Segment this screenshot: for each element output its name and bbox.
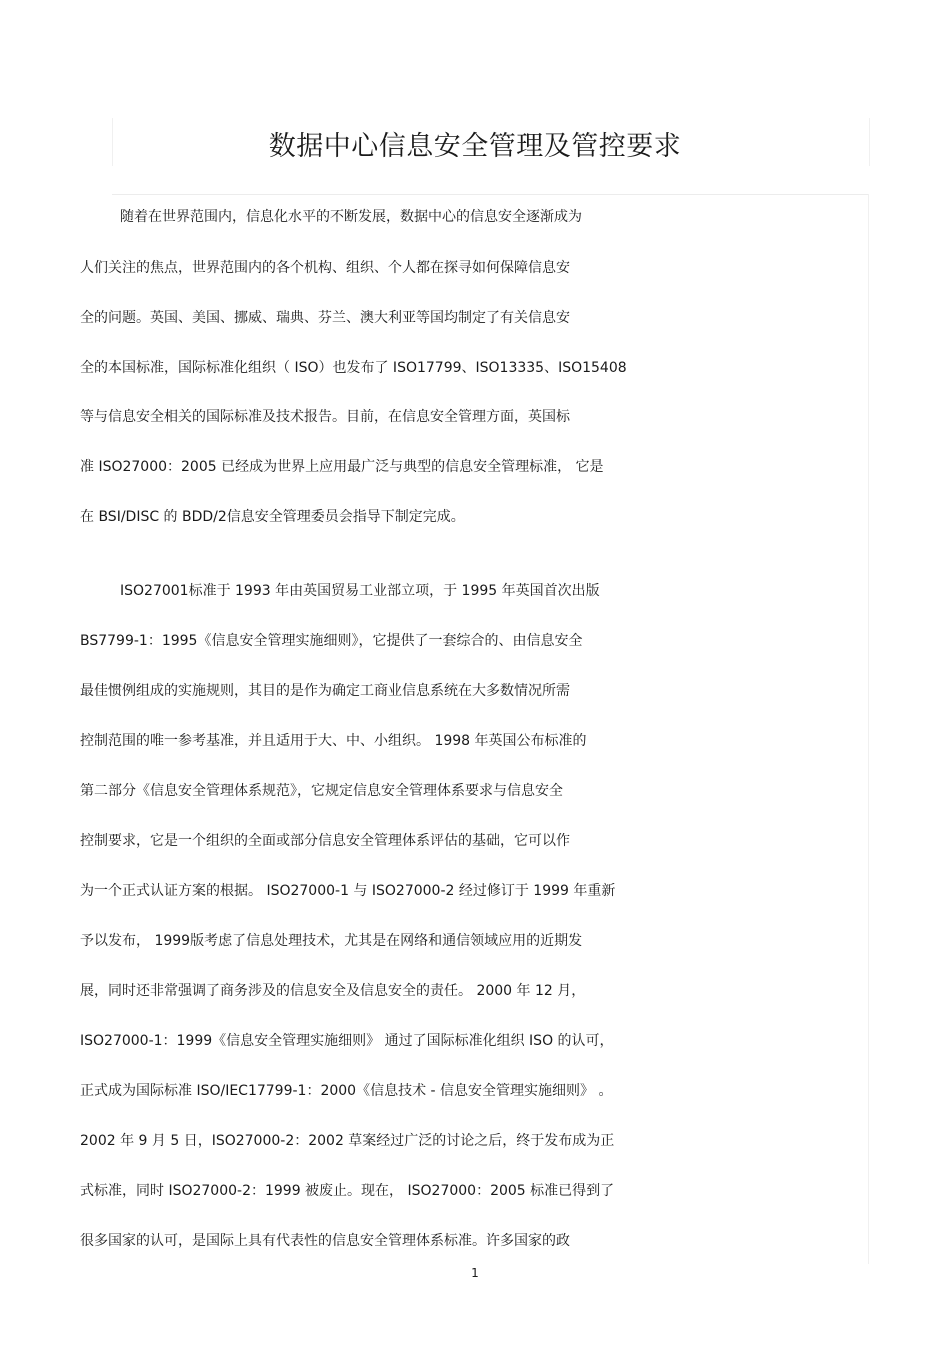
- paragraph-line: 控制范围的唯一参考基准，并且适用于大、中、小组织。 1998 年英国公布标准的: [80, 733, 587, 749]
- paragraph-line: 人们关注的焦点，世界范围内的各个机构、组织、个人都在探寻如何保障信息安: [80, 260, 570, 276]
- document-title: 数据中心信息安全管理及管控要求: [268, 131, 682, 162]
- paragraph-line: 正式成为国际标准 ISO/IEC17799-1：2000《信息技术 - 信息安全管理实施细则》 。: [80, 1083, 613, 1099]
- paragraph-line: 等与信息安全相关的国际标准及技术报告。目前，在信息安全管理方面，英国标: [80, 409, 570, 425]
- paragraph-line: 展，同时还非常强调了商务涉及的信息安全及信息安全的责任。 2000 年 12 月，: [80, 983, 586, 999]
- header-divider: [112, 194, 868, 195]
- paragraph-line: 全的本国标准，国际标准化组织（ ISO）也发布了 ISO17799、ISO13335、ISO15408: [80, 360, 627, 376]
- paragraph-line: 随着在世界范围内，信息化水平的不断发展，数据中心的信息安全逐渐成为: [120, 209, 582, 225]
- page-number: 1: [471, 1266, 479, 1280]
- paragraph-line: 最佳惯例组成的实施规则，其目的是作为确定工商业信息系统在大多数情况所需: [80, 683, 570, 699]
- paragraph-line: 准 ISO27000：2005 已经成为世界上应用最广泛与典型的信息安全管理标准， 它是: [80, 459, 604, 475]
- paragraph-line: ISO27001标准于 1993 年由英国贸易工业部立项，于 1995 年英国首次出版: [120, 583, 600, 599]
- paragraph-line: 2002 年 9 月 5 日，ISO27000-2：2002 草案经过广泛的讨论之后，终于发布成为正: [80, 1133, 615, 1149]
- paragraph-line: BS7799-1：1995《信息安全管理实施细则》，它提供了一套综合的、由信息安全: [80, 633, 583, 649]
- paragraph-line: 全的问题。英国、美国、挪威、瑞典、芬兰、澳大利亚等国均制定了有关信息安: [80, 310, 570, 326]
- paragraph-line: ISO27000-1：1999《信息安全管理实施细则》 通过了国际标准化组织 ISO 的认可，: [80, 1033, 614, 1049]
- paragraph-line: 控制要求，它是一个组织的全面或部分信息安全管理体系评估的基础，它可以作: [80, 833, 570, 849]
- paragraph-line: 式标准，同时 ISO27000-2：1999 被废止。现在， ISO27000：2005 标准已得到了: [80, 1183, 615, 1199]
- paragraph-line: 很多国家的认可，是国际上具有代表性的信息安全管理体系标准。许多国家的政: [80, 1233, 570, 1249]
- paragraph-line: 第二部分《信息安全管理体系规范》，它规定信息安全管理体系要求与信息安全: [80, 783, 563, 799]
- paragraph-line: 为一个正式认证方案的根据。 ISO27000-1 与 ISO27000-2 经过修订于 1999 年重新: [80, 883, 616, 899]
- paragraph-line: 在 BSI/DISC 的 BDD/2信息安全管理委员会指导下制定完成。: [80, 509, 465, 525]
- paragraph-line: 予以发布， 1999版考虑了信息处理技术，尤其是在网络和通信领域应用的近期发: [80, 933, 583, 949]
